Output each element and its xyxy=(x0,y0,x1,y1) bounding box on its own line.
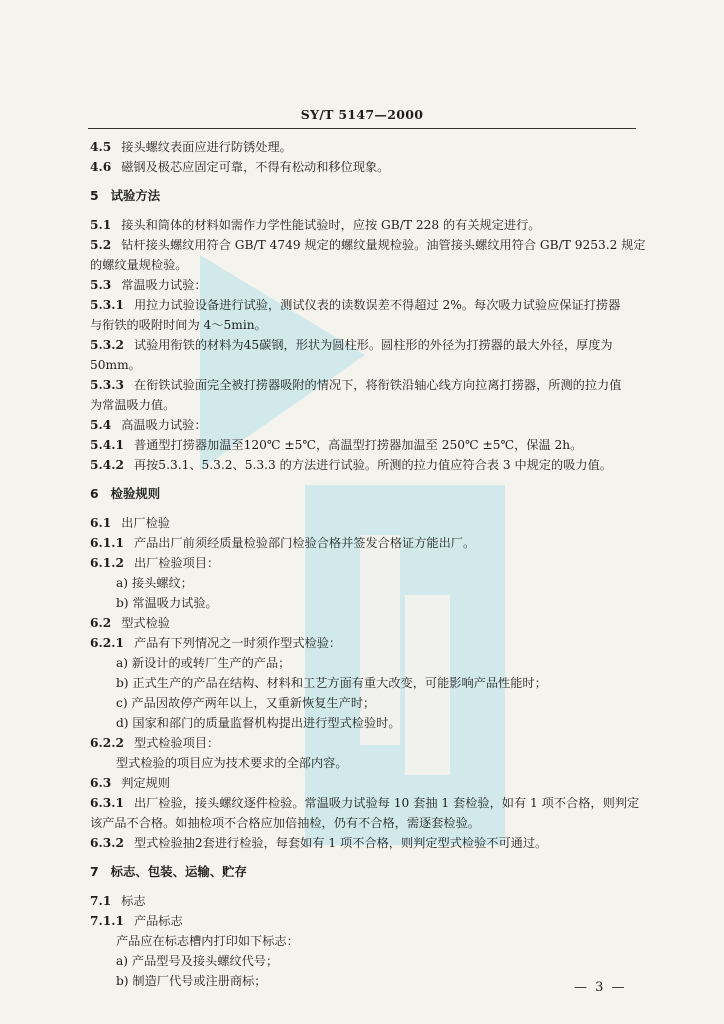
page-number: — 3 — xyxy=(574,980,627,995)
clause-6-1: 6.1 出厂检验 xyxy=(90,516,170,530)
clause-5-2: 5.2 钻杆接头螺纹用符合 GB/T 4749 规定的螺纹量规检验。油管接头螺纹用符合 GB/T 9253.2 规定 xyxy=(90,238,646,252)
clause-7-1: 7.1 标志 xyxy=(90,894,146,908)
clause-5-3-2-cont: 50mm。 xyxy=(90,358,141,372)
clause-6-2-1: 6.2.1 产品有下列情况之一时须作型式检验： xyxy=(90,636,342,650)
list-item-6-1-2-b: b) 常温吸力试验。 xyxy=(116,596,218,610)
clause-5-2-cont: 的螺纹量规检验。 xyxy=(90,258,188,272)
header-rule xyxy=(88,128,636,129)
clause-5-4: 5.4 高温吸力试验： xyxy=(90,418,207,432)
section-5-heading: 5 试验方法 xyxy=(90,188,161,203)
list-item-6-2-1-b: b) 正式生产的产品在结构、材料和工艺方面有重大改变，可能影响产品性能时； xyxy=(116,676,547,690)
clause-6-3: 6.3 判定规则 xyxy=(90,776,170,790)
clause-5-4-2: 5.4.2 再按5.3.1、5.3.2、5.3.3 的方法进行试验。所测的拉力值应符合表 3 中规定的吸力值。 xyxy=(90,458,612,472)
document-body xyxy=(90,137,646,991)
clause-6-1-2: 6.1.2 出厂检验项目： xyxy=(90,556,220,570)
clause-5-3-2: 5.3.2 试验用衔铁的材料为45碳钢，形状为圆柱形。圆柱形的外径为打捞器的最大外径，厚度为 xyxy=(90,338,613,352)
clause-6-2: 6.2 型式检验 xyxy=(90,616,170,630)
clause-6-1-1: 6.1.1 产品出厂前须经质量检验部门检验合格并签发合格证方能出厂。 xyxy=(90,536,476,550)
list-item-6-2-1-d: d) 国家和部门的质量监督机构提出进行型式检验时。 xyxy=(116,716,401,730)
list-item-6-1-2-a: a) 接头螺纹； xyxy=(116,576,193,590)
section-6-heading: 6 检验规则 xyxy=(90,486,161,501)
standard-code-header: SY/T 5147—2000 xyxy=(300,107,424,122)
clause-5-3: 5.3 常温吸力试验： xyxy=(90,278,207,292)
list-item-6-2-1-c: c) 产品因故停产两年以上，又重新恢复生产时； xyxy=(116,696,376,710)
clause-5-3-1: 5.3.1 用拉力试验设备进行试验，测试仪表的读数误差不得超过 2%。每次吸力试验应保证打捞器 xyxy=(90,298,621,312)
section-7-heading: 7 标志、包装、运输、贮存 xyxy=(90,864,247,879)
clause-4-6: 4.6 磁钢及极芯应固定可靠，不得有松动和移位现象。 xyxy=(90,160,390,174)
list-item-7-1-1-b: b) 制造厂代号或注册商标； xyxy=(116,974,267,988)
clause-5-3-1-cont: 与衔铁的吸附时间为 4～5min。 xyxy=(90,318,267,332)
clause-5-3-3-cont: 为常温吸力值。 xyxy=(90,398,176,412)
clause-4-5: 4.5 接头螺纹表面应进行防锈处理。 xyxy=(90,140,292,154)
clause-6-3-2: 6.3.2 型式检验抽2套进行检验，每套如有 1 项不合格，则判定型式检验不可通过。 xyxy=(90,836,548,850)
clause-5-3-3: 5.3.3 在衔铁试验面完全被打捞器吸附的情况下，将衔铁沿轴心线方向拉离打捞器，所测的拉力值 xyxy=(90,378,622,392)
clause-7-1-1: 7.1.1 产品标志 xyxy=(90,914,183,928)
clause-6-2-2-text: 型式检验的项目应为技术要求的全部内容。 xyxy=(116,756,348,770)
clause-7-1-1-text: 产品应在标志槽内打印如下标志： xyxy=(116,934,299,948)
list-item-6-2-1-a: a) 新设计的或转厂生产的产品； xyxy=(116,656,291,670)
clause-6-2-2: 6.2.2 型式检验项目： xyxy=(90,736,220,750)
clause-6-3-1-cont: 该产品不合格。如抽检项不合格应加倍抽检，仍有不合格，需逐套检验。 xyxy=(90,816,480,830)
list-item-7-1-1-a: a) 产品型号及接头螺纹代号； xyxy=(116,954,279,968)
clause-5-4-1: 5.4.1 普通型打捞器加温至120℃ ±5℃，高温型打捞器加温至 250℃ ±5℃，保温 2h。 xyxy=(90,438,583,452)
clause-6-3-1: 6.3.1 出厂检验，接头螺纹逐件检验。常温吸力试验每 10 套抽 1 套检验，如有 1 项不合格，则判定 xyxy=(90,796,640,810)
clause-5-1: 5.1 接头和筒体的材料如需作力学性能试验时，应按 GB/T 228 的有关规定进行。 xyxy=(90,218,541,232)
